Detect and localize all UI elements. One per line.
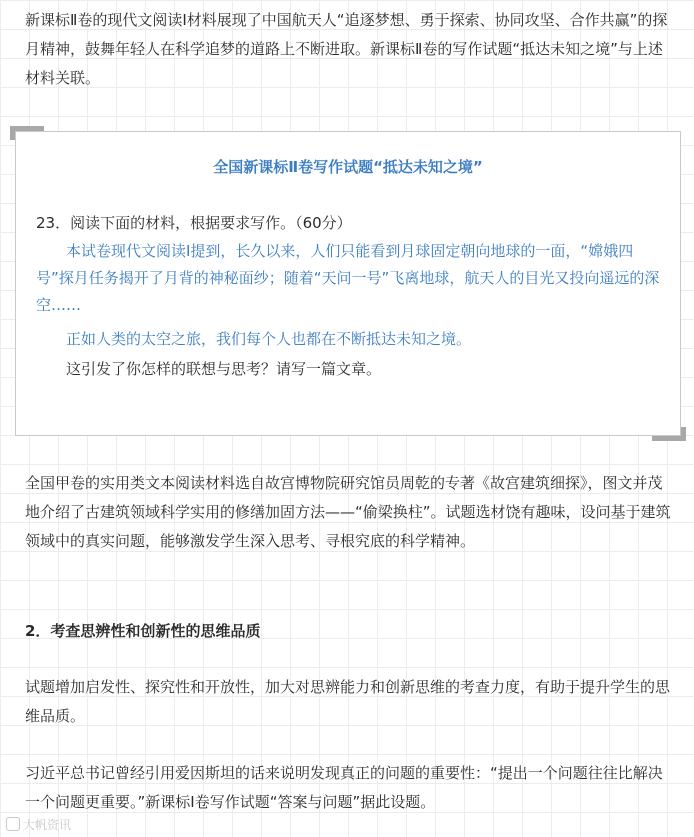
paragraph-national-a: 全国甲卷的实用类文本阅读材料选自故宫博物院研究馆员周乾的专著《故宫建筑细探》，图文并茂地介绍了古建筑领域科学实用的修缮加固方法——“偷梁换柱”。试题选材饶有趣味，设问基于建筑领域中的真实问题，能够激发学生深入思考、寻根究底的科学精神。 xyxy=(25,474,671,550)
paragraph-xi-quote: 习近平总书记曾经引用爱因斯坦的话来说明发现真正的问题的重要性：“提出一个问题往往比解决一个问题更重要。”新课标Ⅰ卷写作试题“答案与问题”据此设题。 xyxy=(25,764,663,811)
question-material-1: 本试卷现代文阅读Ⅰ提到，长久以来，人们只能看到月球固定朝向地球的一面，“嫦娥四号”探月任务揭开了月背的神秘面纱；随着“天问一号”飞离地球，航天人的目光又投向遥远的深空…… xyxy=(36,242,660,314)
section-heading-thinking-quality: 2．考查思辨性和创新性的思维品质 xyxy=(25,622,261,640)
watermark-logo-icon xyxy=(6,817,20,831)
question-material-2: 正如人类的太空之旅，我们每个人也都在不断抵达未知之境。 xyxy=(36,330,472,348)
question-box-title: 全国新课标Ⅱ卷写作试题“抵达未知之境” xyxy=(213,158,483,176)
exam-question-box xyxy=(10,126,686,441)
paragraph-thinking: 试题增加启发性、探究性和开放性，加大对思辨能力和创新思维的考查力度，有助于提升学生的思维品质。 xyxy=(25,678,671,725)
watermark-text: 大帆资讯 xyxy=(23,818,72,832)
question-box-body xyxy=(15,131,681,436)
intro-paragraph: 新课标Ⅱ卷的现代文阅读Ⅰ材料展现了中国航天人“追逐梦想、勇于探索、协同攻坚、合作共赢”的探月精神，鼓舞年轻人在科学追梦的道路上不断进取。新课标Ⅱ卷的写作试题“抵达未知之境”与上述材料关联。 xyxy=(25,11,668,87)
question-prompt: 这引发了你怎样的联想与思考？请写一篇文章。 xyxy=(36,360,382,378)
question-heading: 23．阅读下面的材料，根据要求写作。（60分） xyxy=(36,214,352,232)
watermark xyxy=(6,816,71,833)
